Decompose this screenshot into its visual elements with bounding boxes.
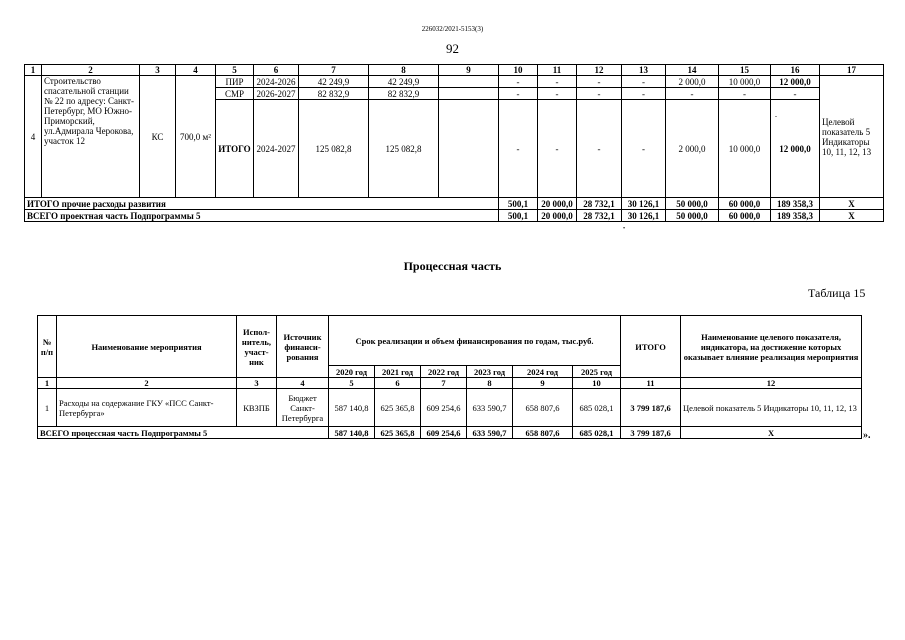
object-unit: КС: [140, 76, 176, 198]
header-source: Источник финанси-рования: [277, 316, 329, 378]
stage: СМР: [216, 88, 254, 100]
year-header: 2020 год: [329, 366, 375, 378]
cost-col15: 10 000,0: [719, 100, 771, 198]
total-col15: 60 000,0: [719, 210, 771, 222]
cost-col15: 10 000,0: [719, 76, 771, 88]
total-col11: 20 000,0: [538, 210, 577, 222]
header-row: [38, 316, 862, 366]
cost-col10: -: [499, 76, 538, 88]
cost-col14: -: [666, 88, 719, 100]
total-col15: 60 000,0: [719, 198, 771, 210]
year-header: 2021 год: [375, 366, 421, 378]
cost-col14: 2 000,0: [666, 100, 719, 198]
cost-col14: 2 000,0: [666, 76, 719, 88]
cost-col12: -: [577, 100, 622, 198]
year-value: 658 807,6: [513, 389, 573, 427]
total-year-value: 685 028,1: [573, 427, 621, 439]
period: 2026-2027: [254, 88, 299, 100]
total-year-value: 587 140,8: [329, 427, 375, 439]
year-value: 609 254,6: [421, 389, 467, 427]
col-num: 3: [237, 378, 277, 389]
total-year-value: 633 590,7: [467, 427, 513, 439]
total-row: [25, 198, 884, 210]
row-number: 1: [38, 389, 57, 427]
col-num: 6: [254, 65, 299, 76]
cost-col8: 42 249,9: [369, 76, 439, 88]
cost-col9: [439, 76, 499, 88]
cost-col11: -: [538, 76, 577, 88]
col-num: 6: [375, 378, 421, 389]
cost-col10: -: [499, 100, 538, 198]
cost-col8: 125 082,8: [369, 100, 439, 198]
cost-col16-value: 12 000,0: [779, 143, 811, 154]
col-num: 9: [513, 378, 573, 389]
total-row: [25, 210, 884, 222]
cost-col16: 12 000,0: [771, 76, 820, 88]
col-num: 2: [42, 65, 140, 76]
col-num: 13: [622, 65, 666, 76]
year-header: 2022 год: [421, 366, 467, 378]
header-period: Срок реализации и объем финансирования по годам, тыс.руб.: [329, 316, 621, 366]
total-col10: 500,1: [499, 198, 538, 210]
total-row: [38, 427, 862, 439]
section-title: Процессная часть: [403, 259, 502, 273]
total-year-value: 658 807,6: [513, 427, 573, 439]
table-row: [38, 389, 862, 427]
col-num: 8: [369, 65, 439, 76]
stray-mark: •: [623, 226, 626, 232]
col-num: 12: [681, 378, 862, 389]
total-col17: Х: [820, 198, 884, 210]
closing-quote: ».: [863, 430, 871, 441]
cost-col8: 82 832,9: [369, 88, 439, 100]
col-num: 9: [439, 65, 499, 76]
cost-col15: -: [719, 88, 771, 100]
period: 2024-2027: [254, 100, 299, 198]
cost-col11: -: [538, 88, 577, 100]
goal-indicator: Целевой показатель 5 Индикаторы 10, 11, 12, 13: [820, 76, 884, 198]
total-col10: 500,1: [499, 210, 538, 222]
col-num: 11: [621, 378, 681, 389]
cost-col13: -: [622, 100, 666, 198]
header-name: Наименование мероприятия: [57, 316, 237, 378]
cost-col9: [439, 88, 499, 100]
total-col11: 20 000,0: [538, 198, 577, 210]
cost-col13: -: [622, 88, 666, 100]
executor: КВЗПБ: [237, 389, 277, 427]
table-row: [25, 76, 884, 88]
col-num: 5: [329, 378, 375, 389]
total-col16: 189 358,3: [771, 210, 820, 222]
document-id: 226032/2021-5153(3): [421, 25, 484, 33]
total-col13: 30 126,1: [622, 198, 666, 210]
column-number-row: [38, 378, 862, 389]
cost-total: 82 832,9: [299, 88, 369, 100]
col-num: 4: [176, 65, 216, 76]
col-num: 2: [57, 378, 237, 389]
header-num: № п/п: [38, 316, 57, 378]
cost-total: 125 082,8: [299, 100, 369, 198]
total-col17: Х: [820, 210, 884, 222]
funding-source: Бюджет Санкт-Петербурга: [277, 389, 329, 427]
col-num: 1: [38, 378, 57, 389]
col-num: 14: [666, 65, 719, 76]
total-year-value: 625 365,8: [375, 427, 421, 439]
col-num: 11: [538, 65, 577, 76]
cost-col10: -: [499, 88, 538, 100]
year-header: 2025 год: [573, 366, 621, 378]
cost-col16: -: [771, 88, 820, 100]
col-num: 16: [771, 65, 820, 76]
activity-name: Расходы на содержание ГКУ «ПСС Санкт-Петербурга»: [57, 389, 237, 427]
stage: ИТОГО: [216, 100, 254, 198]
total-col16: 189 358,3: [771, 198, 820, 210]
total-col14: 50 000,0: [666, 198, 719, 210]
project-part-table: [24, 64, 884, 222]
year-header: 2024 год: [513, 366, 573, 378]
process-part-table: [37, 315, 862, 439]
cost-col12: -: [577, 76, 622, 88]
column-number-row: [25, 65, 884, 76]
total-col12: 28 732,1: [577, 210, 622, 222]
grand-total: 3 799 187,6: [621, 427, 681, 439]
object-capacity: 700,0 м²: [176, 76, 216, 198]
total-col12: 28 732,1: [577, 198, 622, 210]
cost-col11: -: [538, 100, 577, 198]
row-total: 3 799 187,6: [621, 389, 681, 427]
total-year-value: 609 254,6: [421, 427, 467, 439]
header-goal: Наименование целевого показателя, индикатора, на достижение которых оказывает влияние реализация мероприятия: [681, 316, 862, 378]
col-num: 10: [573, 378, 621, 389]
cost-col12: -: [577, 88, 622, 100]
col-num: 5: [216, 65, 254, 76]
total-label: ВСЕГО проектная часть Подпрограммы 5: [25, 210, 499, 222]
cost-col9: [439, 100, 499, 198]
total-label: ИТОГО прочие расходы развития: [25, 198, 499, 210]
col-num: 10: [499, 65, 538, 76]
total-goal: Х: [681, 427, 862, 439]
goal-indicator: Целевой показатель 5 Индикаторы 10, 11, 12, 13: [681, 389, 862, 427]
year-value: 633 590,7: [467, 389, 513, 427]
col-num: 1: [25, 65, 42, 76]
row-number: 4: [25, 76, 42, 198]
table-label: Таблица 15: [808, 286, 866, 300]
header-total: ИТОГО: [621, 316, 681, 378]
year-header: 2023 год: [467, 366, 513, 378]
col-num: 17: [820, 65, 884, 76]
stage: ПИР: [216, 76, 254, 88]
period: 2024-2026: [254, 76, 299, 88]
cost-col13: -: [622, 76, 666, 88]
cost-total: 42 249,9: [299, 76, 369, 88]
total-label: ВСЕГО процессная часть Подпрограммы 5: [38, 427, 329, 439]
header-executor: Испол-нитель, участ-ник: [237, 316, 277, 378]
col-num: 12: [577, 65, 622, 76]
col-num: 7: [299, 65, 369, 76]
col-num: 4: [277, 378, 329, 389]
stray-dash: -: [775, 114, 777, 120]
cost-col16: [771, 100, 820, 198]
col-num: 7: [421, 378, 467, 389]
col-num: 8: [467, 378, 513, 389]
object-name: Строительство спасательной станции № 22 по адресу: Санкт-Петербург, МО Южно-Приморский, ул.Адмирала Черокова, участок 12: [42, 76, 140, 198]
col-num: 3: [140, 65, 176, 76]
year-value: 587 140,8: [329, 389, 375, 427]
total-col13: 30 126,1: [622, 210, 666, 222]
year-value: 685 028,1: [573, 389, 621, 427]
total-col14: 50 000,0: [666, 210, 719, 222]
col-num: 15: [719, 65, 771, 76]
page-number: 92: [446, 41, 459, 56]
year-value: 625 365,8: [375, 389, 421, 427]
